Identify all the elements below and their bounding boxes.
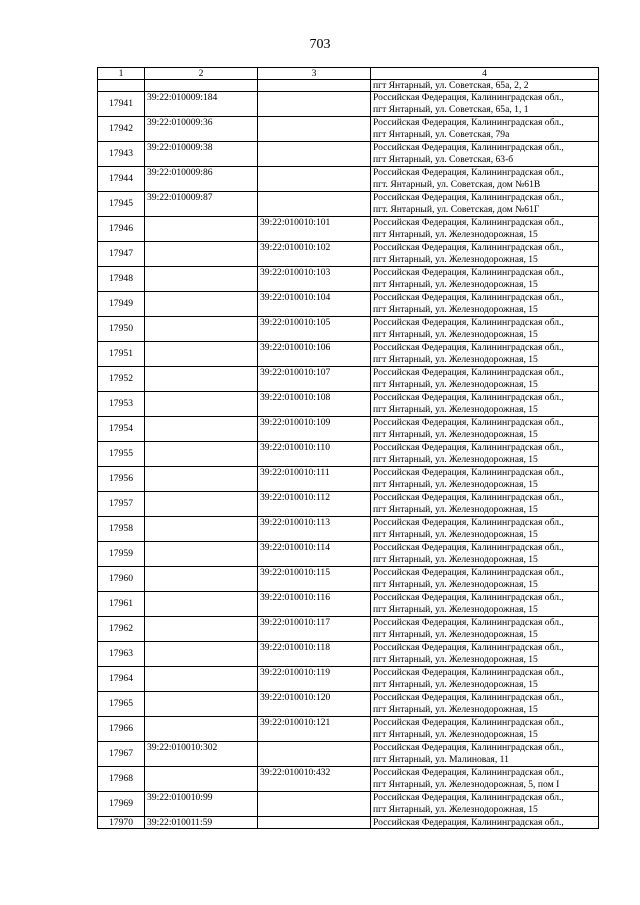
cell-address [371, 242, 599, 267]
table-row [98, 817, 599, 829]
address-line: пгт Янтарный, ул. Железнодорожная, 15 [373, 254, 538, 265]
cell-cadastral-old [145, 317, 258, 342]
address-line: Российская Федерация, Калининградская обл., [373, 117, 564, 128]
address-line: пгт Янтарный, ул. Железнодорожная, 15 [373, 629, 538, 640]
cell-address [371, 517, 599, 542]
cell-number [98, 80, 145, 92]
cell-number: 17949 [98, 292, 145, 317]
table-row [98, 267, 599, 292]
address-line: Российская Федерация, Калининградская обл., [373, 267, 564, 278]
cell-cadastral-new: 39:22:010010:119 [258, 667, 371, 692]
table-row [98, 242, 599, 267]
cell-cadastral-new: 39:22:010010:120 [258, 692, 371, 717]
address-line: пгт Янтарный, ул. Железнодорожная, 15 [373, 579, 538, 590]
address-line: пгт Янтарный, ул. Железнодорожная, 15 [373, 504, 538, 515]
cell-number: 17951 [98, 342, 145, 367]
cell-cadastral-old [145, 692, 258, 717]
cell-address [371, 142, 599, 167]
cell-address [371, 342, 599, 367]
address-line: пгт Янтарный, ул. Железнодорожная, 15 [373, 529, 538, 540]
cell-number: 17946 [98, 217, 145, 242]
cell-cadastral-new: 39:22:010010:432 [258, 767, 371, 792]
cell-address [371, 617, 599, 642]
table-body [98, 80, 599, 829]
table-row-continued [98, 80, 599, 92]
cell-number: 17958 [98, 517, 145, 542]
cell-cadastral-old [145, 542, 258, 567]
table-row [98, 292, 599, 317]
address-line: Российская Федерация, Калининградская обл., [373, 467, 564, 478]
cell-number: 17959 [98, 542, 145, 567]
address-line: Российская Федерация, Калининградская обл., [373, 592, 564, 603]
cell-number: 17966 [98, 717, 145, 742]
cell-cadastral-new: 39:22:010010:121 [258, 717, 371, 742]
column-header-4: 4 [371, 68, 599, 80]
address-line: пгт Янтарный, ул. Железнодорожная, 15 [373, 229, 538, 240]
address-line: Российская Федерация, Калининградская обл., [373, 292, 564, 303]
cell-cadastral-old [145, 567, 258, 592]
address-line: Российская Федерация, Калининградская обл., [373, 192, 564, 203]
cell-cadastral-old: 39:22:010009:38 [145, 142, 258, 167]
address-line: Российская Федерация, Калининградская обл., [373, 167, 564, 178]
cell-number: 17945 [98, 192, 145, 217]
address-line: пгт Янтарный, ул. Железнодорожная, 15 [373, 704, 538, 715]
address-line: Российская Федерация, Калининградская обл., [373, 517, 564, 528]
cell-address [371, 642, 599, 667]
cell-cadastral-new: 39:22:010010:111 [258, 467, 371, 492]
address-line: Российская Федерация, Калининградская обл., [373, 442, 564, 453]
address-line: Российская Федерация, Калининградская обл., [373, 617, 564, 628]
address-line: пгт Янтарный, ул. Железнодорожная, 15 [373, 304, 538, 315]
cell-cadastral-old [145, 767, 258, 792]
table-row [98, 392, 599, 417]
table-row [98, 617, 599, 642]
cell-cadastral-new [258, 167, 371, 192]
address-line: пгт Янтарный, ул. Малиновая, 11 [373, 754, 509, 765]
address-line: пгт Янтарный, ул. Железнодорожная, 15 [373, 279, 538, 290]
address-line: пгт Янтарный, ул. Железнодорожная, 15 [373, 429, 538, 440]
table-row [98, 367, 599, 392]
table-row [98, 142, 599, 167]
table-row [98, 642, 599, 667]
cell-address [371, 292, 599, 317]
address-line: пгт Янтарный, ул. Советская, 65а, 1, 1 [373, 104, 529, 115]
address-line: Российская Федерация, Калининградская обл., [373, 817, 564, 828]
table-row [98, 692, 599, 717]
table-row [98, 92, 599, 117]
address-line: Российская Федерация, Калининградская обл., [373, 542, 564, 553]
table-row [98, 192, 599, 217]
cell-address [371, 817, 599, 829]
column-header-2: 2 [145, 68, 258, 80]
cell-address [371, 692, 599, 717]
address-line: Российская Федерация, Калининградская обл., [373, 217, 564, 228]
cell-number: 17970 [98, 817, 145, 829]
cell-number: 17954 [98, 417, 145, 442]
cell-address [371, 267, 599, 292]
cell-address [371, 417, 599, 442]
table-row [98, 492, 599, 517]
address-line: Российская Федерация, Калининградская обл., [373, 692, 564, 703]
cell-number: 17965 [98, 692, 145, 717]
cell-cadastral-old [145, 517, 258, 542]
cell-cadastral-old [145, 367, 258, 392]
cell-address [371, 592, 599, 617]
address-line: Российская Федерация, Калининградская обл., [373, 417, 564, 428]
cell-number: 17953 [98, 392, 145, 417]
cell-number: 17943 [98, 142, 145, 167]
cell-cadastral-old: 39:22:010009:86 [145, 167, 258, 192]
address-line: пгт Янтарный, ул. Железнодорожная, 15 [373, 454, 538, 465]
cell-cadastral-new [258, 142, 371, 167]
cell-address [371, 667, 599, 692]
address-line: пгт Янтарный, ул. Железнодорожная, 5, пом I [373, 779, 560, 790]
cell-cadastral-old: 39:22:010011:59 [145, 817, 258, 829]
table-row [98, 717, 599, 742]
address-line: Российская Федерация, Калининградская обл., [373, 142, 564, 153]
address-line: Российская Федерация, Калининградская обл., [373, 367, 564, 378]
cell-address [371, 767, 599, 792]
table-row [98, 742, 599, 767]
table-row [98, 117, 599, 142]
cell-number: 17948 [98, 267, 145, 292]
cell-number: 17961 [98, 592, 145, 617]
cell-cadastral-new [258, 192, 371, 217]
address-line: пгт Янтарный, ул. Советская, 65а, 2, 2 [373, 80, 529, 91]
cell-address [371, 542, 599, 567]
cell-cadastral-new [258, 817, 371, 829]
cell-cadastral-new: 39:22:010010:105 [258, 317, 371, 342]
cell-cadastral-new: 39:22:010010:106 [258, 342, 371, 367]
address-line: Российская Федерация, Калининградская обл., [373, 717, 564, 728]
address-line: пгт Янтарный, ул. Железнодорожная, 15 [373, 729, 538, 740]
address-line: Российская Федерация, Калининградская обл., [373, 742, 564, 753]
cell-address [371, 567, 599, 592]
cell-cadastral-old [145, 417, 258, 442]
cell-number: 17947 [98, 242, 145, 267]
cell-cadastral-old [145, 592, 258, 617]
cell-cadastral-new: 39:22:010010:103 [258, 267, 371, 292]
registry-table [97, 67, 599, 829]
table-row [98, 767, 599, 792]
address-line: пгт. Янтарный, ул. Советская, дом №61Г [373, 204, 540, 215]
address-line: пгт Янтарный, ул. Железнодорожная, 15 [373, 679, 538, 690]
column-header-1: 1 [98, 68, 145, 80]
cell-cadastral-old [145, 442, 258, 467]
address-line: пгт Янтарный, ул. Советская, 79а [373, 129, 510, 140]
cell-cadastral-old [145, 467, 258, 492]
cell-cadastral-new: 39:22:010010:115 [258, 567, 371, 592]
address-line: пгт Янтарный, ул. Железнодорожная, 15 [373, 354, 538, 365]
address-line: Российская Федерация, Калининградская обл., [373, 767, 564, 778]
address-line: Российская Федерация, Калининградская обл., [373, 317, 564, 328]
cell-address [371, 317, 599, 342]
address-line: пгт Янтарный, ул. Железнодорожная, 15 [373, 479, 538, 490]
cell-cadastral-new [258, 742, 371, 767]
address-line: Российская Федерация, Калининградская обл., [373, 92, 564, 103]
column-header-3: 3 [258, 68, 371, 80]
cell-cadastral-old: 39:22:010009:184 [145, 92, 258, 117]
cell-cadastral-new [258, 80, 371, 92]
cell-number: 17950 [98, 317, 145, 342]
cell-address [371, 442, 599, 467]
cell-address [371, 492, 599, 517]
cell-cadastral-old [145, 242, 258, 267]
table-row [98, 592, 599, 617]
cell-cadastral-new [258, 792, 371, 817]
address-line: пгт. Янтарный, ул. Советская, дом №61В [373, 179, 541, 190]
cell-cadastral-old [145, 342, 258, 367]
cell-address [371, 792, 599, 817]
cell-cadastral-new: 39:22:010010:110 [258, 442, 371, 467]
table-row [98, 442, 599, 467]
table-row [98, 542, 599, 567]
address-line: Российская Федерация, Калининградская обл., [373, 567, 564, 578]
cell-number: 17969 [98, 792, 145, 817]
cell-number: 17952 [98, 367, 145, 392]
page-number: 703 [309, 37, 331, 52]
cell-address [371, 467, 599, 492]
cell-cadastral-new: 39:22:010010:114 [258, 542, 371, 567]
cell-cadastral-old [145, 617, 258, 642]
address-line: пгт Янтарный, ул. Железнодорожная, 15 [373, 379, 538, 390]
address-line: пгт Янтарный, ул. Железнодорожная, 15 [373, 654, 538, 665]
table-row [98, 217, 599, 242]
cell-address [371, 80, 599, 92]
table-row [98, 467, 599, 492]
table-header-row [98, 68, 599, 80]
cell-cadastral-new: 39:22:010010:117 [258, 617, 371, 642]
cell-cadastral-old [145, 80, 258, 92]
cell-address [371, 717, 599, 742]
cell-cadastral-old [145, 267, 258, 292]
cell-number: 17957 [98, 492, 145, 517]
cell-address [371, 192, 599, 217]
cell-cadastral-new: 39:22:010010:118 [258, 642, 371, 667]
table-row [98, 417, 599, 442]
address-line: Российская Федерация, Калининградская обл., [373, 792, 564, 803]
cell-number: 17963 [98, 642, 145, 667]
table-row [98, 792, 599, 817]
cell-address [371, 117, 599, 142]
table-row [98, 667, 599, 692]
address-line: пгт Янтарный, ул. Железнодорожная, 15 [373, 554, 538, 565]
cell-cadastral-old: 39:22:010010:302 [145, 742, 258, 767]
address-line: пгт Янтарный, ул. Железнодорожная, 15 [373, 329, 538, 340]
cell-cadastral-old: 39:22:010010:99 [145, 792, 258, 817]
cell-address [371, 392, 599, 417]
cell-cadastral-old [145, 642, 258, 667]
cell-cadastral-new: 39:22:010010:102 [258, 242, 371, 267]
cell-number: 17962 [98, 617, 145, 642]
cell-cadastral-new: 39:22:010010:113 [258, 517, 371, 542]
cell-number: 17960 [98, 567, 145, 592]
cell-cadastral-new [258, 92, 371, 117]
cell-number: 17964 [98, 667, 145, 692]
cell-cadastral-old [145, 492, 258, 517]
address-line: пгт Янтарный, ул. Железнодорожная, 15 [373, 604, 538, 615]
cell-cadastral-old [145, 667, 258, 692]
cell-number: 17944 [98, 167, 145, 192]
address-line: пгт Янтарный, ул. Советская, 63-б [373, 154, 514, 165]
table-row [98, 317, 599, 342]
cell-number: 17967 [98, 742, 145, 767]
cell-cadastral-old [145, 217, 258, 242]
cell-number: 17956 [98, 467, 145, 492]
table-row [98, 342, 599, 367]
cell-address [371, 742, 599, 767]
address-line: Российская Федерация, Калининградская обл., [373, 342, 564, 353]
address-line: Российская Федерация, Калининградская обл., [373, 242, 564, 253]
cell-cadastral-old: 39:22:010009:36 [145, 117, 258, 142]
cell-number: 17942 [98, 117, 145, 142]
table-row [98, 167, 599, 192]
cell-address [371, 167, 599, 192]
table-row [98, 517, 599, 542]
cell-cadastral-new: 39:22:010010:109 [258, 417, 371, 442]
cell-cadastral-new: 39:22:010010:112 [258, 492, 371, 517]
address-line: Российская Федерация, Калининградская обл., [373, 492, 564, 503]
cell-number: 17941 [98, 92, 145, 117]
cell-address [371, 367, 599, 392]
cell-address [371, 92, 599, 117]
address-line: Российская Федерация, Калининградская обл., [373, 392, 564, 403]
address-line: Российская Федерация, Калининградская обл., [373, 642, 564, 653]
cell-cadastral-new: 39:22:010010:104 [258, 292, 371, 317]
address-line: Российская Федерация, Калининградская обл., [373, 667, 564, 678]
cell-cadastral-new [258, 117, 371, 142]
cell-address [371, 217, 599, 242]
cell-cadastral-old [145, 392, 258, 417]
cell-cadastral-old [145, 292, 258, 317]
cell-number: 17968 [98, 767, 145, 792]
cell-cadastral-new: 39:22:010010:107 [258, 367, 371, 392]
cell-cadastral-new: 39:22:010010:101 [258, 217, 371, 242]
address-line: пгт Янтарный, ул. Железнодорожная, 15 [373, 404, 538, 415]
cell-cadastral-old: 39:22:010009:87 [145, 192, 258, 217]
cell-cadastral-new: 39:22:010010:116 [258, 592, 371, 617]
address-line: пгт Янтарный, ул. Железнодорожная, 15 [373, 804, 538, 815]
cell-number: 17955 [98, 442, 145, 467]
table-row [98, 567, 599, 592]
cell-cadastral-old [145, 717, 258, 742]
cell-cadastral-new: 39:22:010010:108 [258, 392, 371, 417]
